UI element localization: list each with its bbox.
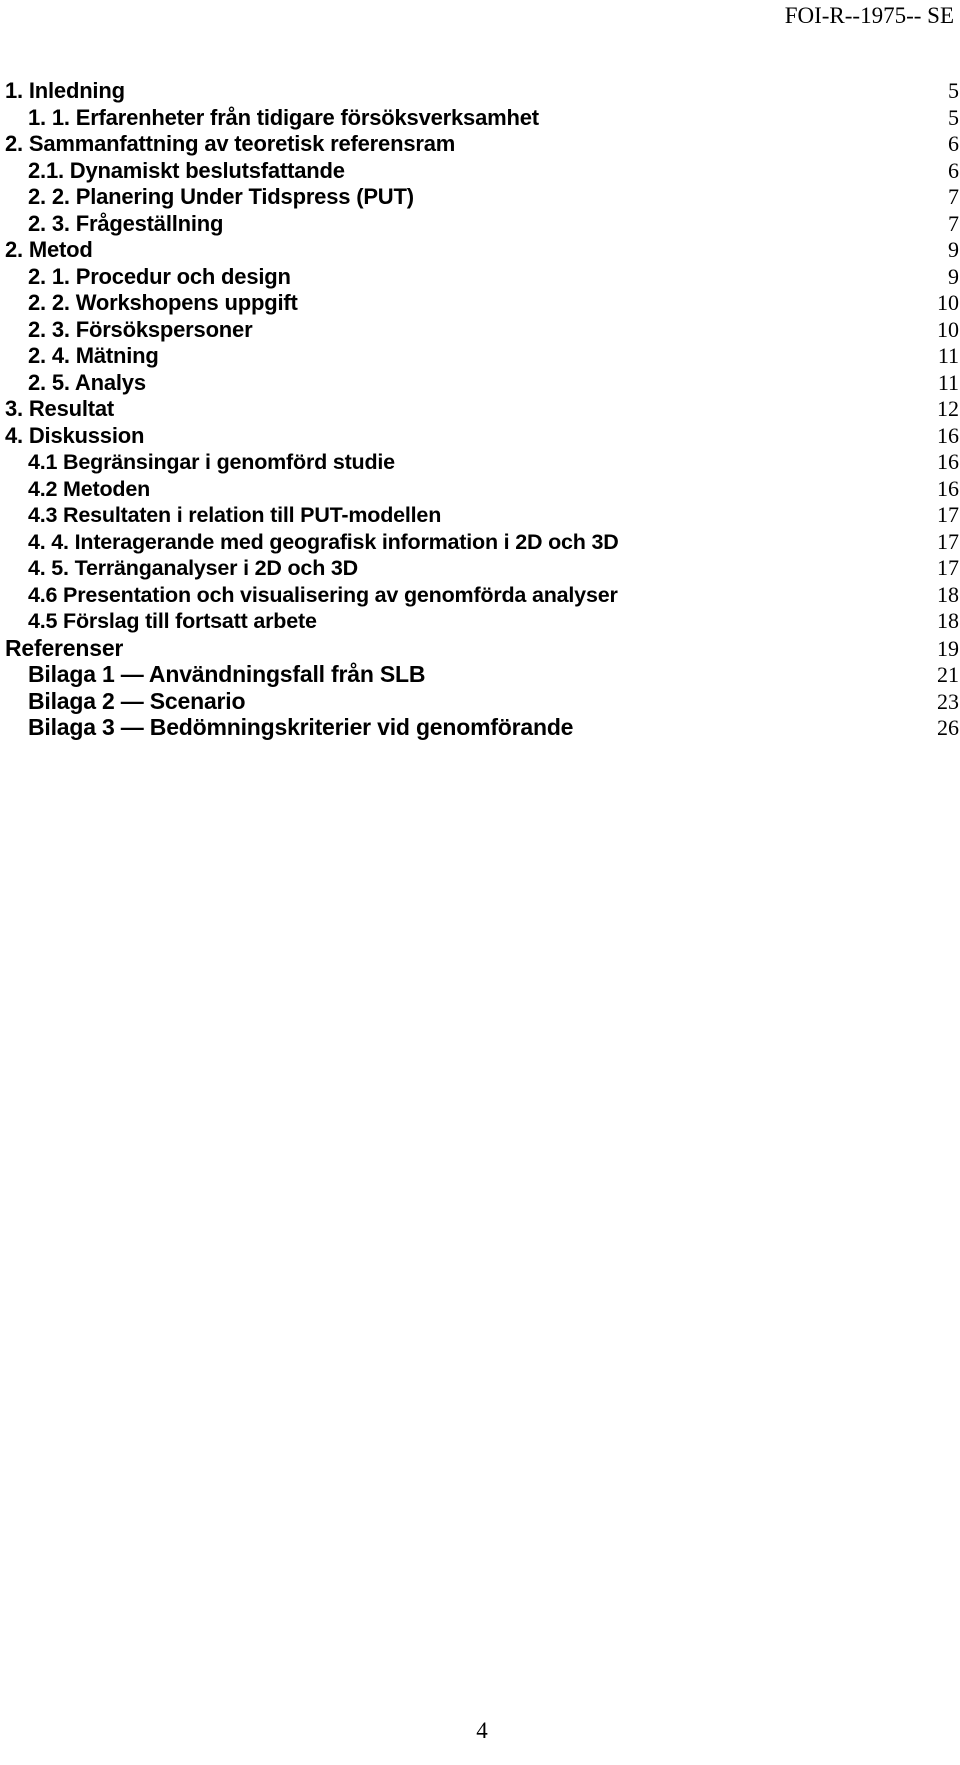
toc-entry-label: 2. 4. Mätning — [28, 343, 159, 368]
toc-entry-page: 16 — [937, 475, 959, 501]
toc-entry[interactable] — [5, 423, 959, 450]
toc-entry[interactable] — [5, 555, 959, 582]
toc-entry[interactable] — [5, 714, 959, 741]
toc-entry-label: 4.6 Presentation och visualisering av genomförda analyser — [28, 582, 618, 607]
toc-entry-page: 10 — [937, 290, 959, 315]
toc-entry[interactable] — [5, 131, 959, 158]
toc-entry-label: 2.1. Dynamiskt beslutsfattande — [28, 157, 345, 183]
toc-entry-label: 2. 1. Procedur och design — [28, 263, 291, 289]
toc-entry-page: 17 — [937, 555, 959, 580]
toc-entry-page: 6 — [948, 131, 959, 156]
toc-entry-page: 9 — [948, 237, 959, 262]
toc-entry-page: 19 — [937, 635, 959, 661]
toc-entry-page: 18 — [937, 581, 959, 607]
toc-entry-label: Bilaga 1 — Användningsfall från SLB — [28, 661, 426, 687]
toc-entry-label: 2. 5. Analys — [28, 369, 146, 395]
toc-entry-label: 4. 5. Terränganalyser i 2D och 3D — [28, 556, 358, 580]
toc-entry-label: 2. Sammanfattning av teoretisk referensram — [5, 131, 456, 156]
toc-entry-page: 23 — [937, 688, 959, 714]
toc-entry-label: 1. Inledning — [5, 78, 125, 103]
toc-entry-page: 11 — [937, 369, 959, 395]
toc-entry[interactable] — [5, 396, 959, 423]
toc-entry-label: 2. 2. Planering Under Tidspress (PUT) — [28, 184, 414, 209]
toc-entry-page: 21 — [937, 662, 959, 687]
toc-entry[interactable] — [5, 105, 959, 132]
toc-entry-page: 26 — [937, 715, 959, 740]
toc-entry[interactable] — [5, 529, 959, 556]
page-number — [0, 1717, 960, 1745]
page-number-text: 4 — [476, 1718, 488, 1743]
toc-entry[interactable] — [5, 608, 959, 635]
toc-entry-page: 5 — [948, 78, 959, 103]
toc-entry-page: 7 — [948, 210, 959, 236]
toc-entry-label: Referenser — [5, 634, 124, 661]
toc-entry-page: 9 — [948, 263, 959, 289]
toc-entry-label: Bilaga 3 — Bedömningskriterier vid genomförande — [28, 714, 574, 740]
toc-entry-label: 2. Metod — [5, 237, 93, 262]
toc-entry-page: 18 — [937, 608, 959, 633]
toc-entry[interactable] — [5, 237, 959, 264]
toc-entry-label: 2. 3. Försökspersoner — [28, 316, 253, 342]
toc-entry-page: 11 — [937, 343, 959, 368]
toc-entry-label: 2. 2. Workshopens uppgift — [28, 290, 298, 315]
report-id-header: FOI-R--1975-- SE — [784, 3, 954, 28]
table-of-contents — [5, 78, 959, 741]
toc-entry-page: 5 — [948, 104, 959, 130]
toc-entry-label: 4.1 Begränsingar i genomförd studie — [28, 450, 395, 474]
toc-entry-label: Bilaga 2 — Scenario — [28, 687, 246, 714]
toc-entry-page: 17 — [937, 528, 959, 554]
toc-entry-label: 3. Resultat — [5, 396, 115, 421]
toc-entry[interactable] — [5, 211, 959, 238]
toc-entry-page: 10 — [937, 316, 959, 342]
toc-entry[interactable] — [5, 184, 959, 211]
toc-entry[interactable] — [5, 158, 959, 185]
toc-entry[interactable] — [5, 343, 959, 370]
toc-entry-label: 4. 4. Interagerande med geografisk information i 2D och 3D — [28, 529, 619, 554]
toc-entry-page: 17 — [937, 502, 959, 527]
toc-entry-label: 4.5 Förslag till fortsatt arbete — [28, 609, 317, 633]
toc-entry[interactable] — [5, 688, 959, 715]
toc-entry[interactable] — [5, 582, 959, 609]
toc-entry[interactable] — [5, 502, 959, 529]
toc-entry-label: 4.3 Resultaten i relation till PUT-modellen — [28, 503, 442, 527]
toc-entry[interactable] — [5, 317, 959, 344]
toc-entry-label: 4.2 Metoden — [28, 476, 151, 501]
toc-entry[interactable] — [5, 370, 959, 397]
toc-entry-page: 16 — [937, 449, 959, 474]
toc-entry[interactable] — [5, 476, 959, 503]
toc-entry[interactable] — [5, 661, 959, 688]
toc-entry[interactable] — [5, 290, 959, 317]
toc-entry[interactable] — [5, 635, 959, 662]
toc-entry-label: 1. 1. Erfarenheter från tidigare försöksverksamhet — [28, 104, 539, 130]
toc-entry-page: 12 — [937, 396, 959, 421]
toc-entry-page: 7 — [948, 184, 959, 209]
toc-entry-label: 2. 3. Frågeställning — [28, 210, 224, 236]
toc-entry[interactable] — [5, 449, 959, 476]
toc-entry-page: 6 — [948, 157, 959, 183]
toc-entry-label: 4. Diskussion — [5, 422, 145, 448]
toc-entry[interactable] — [5, 78, 959, 105]
toc-entry[interactable] — [5, 264, 959, 291]
toc-entry-page: 16 — [937, 422, 959, 448]
